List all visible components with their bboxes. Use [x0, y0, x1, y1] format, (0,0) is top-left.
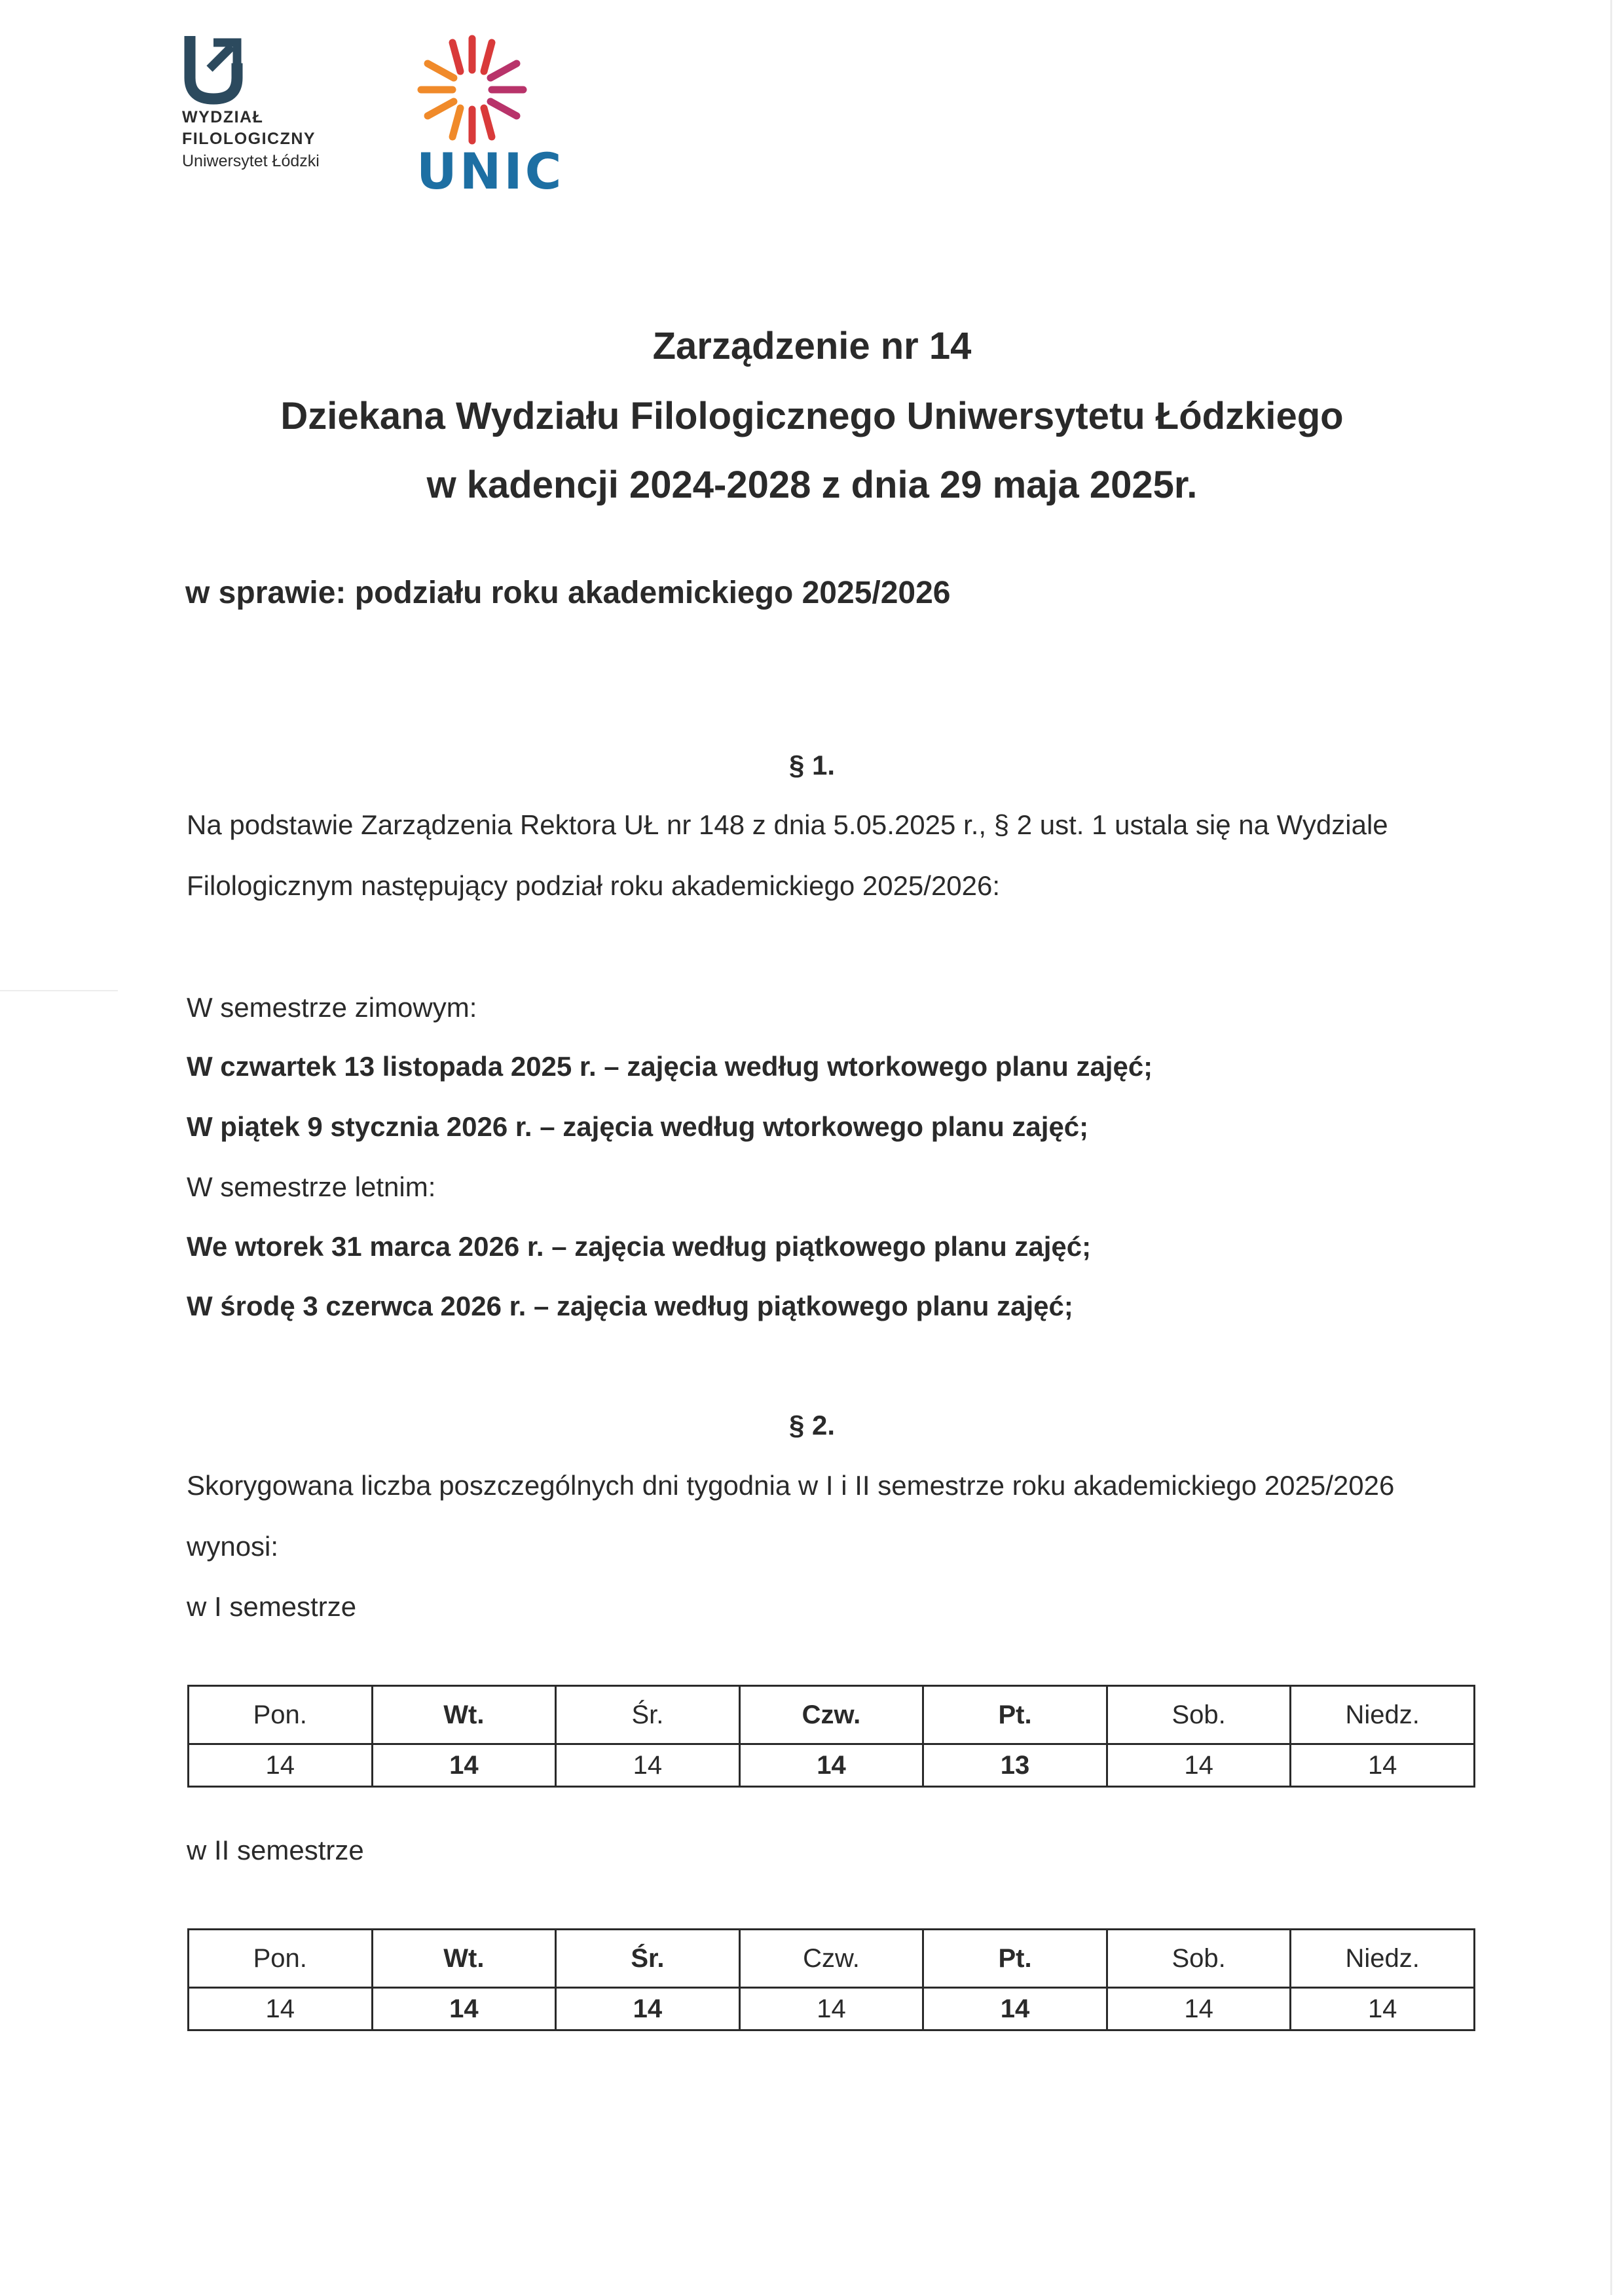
section2-intro-line1: Skorygowana liczba poszczególnych dni tygodnia w I i II semestrze roku akademickiego 2025/2026 [187, 1470, 1395, 1501]
winter-item-1: W czwartek 13 listopada 2025 r. – zajęcia według wtorkowego planu zajęć; [187, 1051, 1153, 1082]
table-cell: 14 [556, 1988, 740, 2030]
document-title-line2: Dziekana Wydziału Filologicznego Uniwersytetu Łódzkiego [280, 395, 1344, 437]
table-header-cell: Czw. [739, 1930, 923, 1988]
table-cell: 13 [923, 1744, 1107, 1787]
table-header-cell: Sob. [1107, 1930, 1291, 1988]
table-header-cell: Niedz. [1291, 1686, 1475, 1744]
table-header-cell: Wt. [372, 1930, 556, 1988]
summer-item-2: W środę 3 czerwca 2026 r. – zajęcia według piątkowego planu zajęć; [187, 1291, 1073, 1321]
faculty-logo-icon [182, 36, 248, 107]
faculty-logo-line2: FILOLOGICZNY [182, 130, 316, 148]
faculty-logo-line3: Uniwersytet Łódzki [182, 152, 320, 170]
table-header-cell: Sob. [1107, 1686, 1291, 1744]
table-header-cell: Pt. [923, 1686, 1107, 1744]
table-header-cell: Wt. [372, 1686, 556, 1744]
table-row [189, 1988, 1475, 2030]
section2-heading: § 2. [788, 1410, 836, 1441]
table-cell: 14 [189, 1988, 373, 2030]
table-cell: 14 [739, 1988, 923, 2030]
section2-intro-line2: wynosi: [187, 1531, 279, 1562]
table-cell: 14 [189, 1744, 373, 1787]
section1-intro-line1: Na podstawie Zarządzenia Rektora UŁ nr 148 z dnia 5.05.2025 r., § 2 ust. 1 ustala się na Wydziale [187, 809, 1388, 840]
table-header-cell: Pon. [189, 1686, 373, 1744]
table-header-row [189, 1930, 1475, 1988]
scan-mark [0, 990, 118, 991]
summer-item-1: We wtorek 31 marca 2026 r. – zajęcia według piątkowego planu zajęć; [187, 1231, 1092, 1262]
table-cell: 14 [556, 1744, 740, 1787]
document-title-line1: Zarządzenie nr 14 [652, 325, 972, 367]
semester1-label: w I semestrze [187, 1591, 357, 1622]
table-cell: 14 [1291, 1988, 1475, 2030]
faculty-logo-line1: WYDZIAŁ [182, 108, 264, 126]
table-cell: 14 [372, 1988, 556, 2030]
section1-heading: § 1. [788, 750, 836, 780]
faculty-logo [182, 36, 352, 172]
semester2-label: w II semestrze [187, 1835, 364, 1865]
table-row [189, 1744, 1475, 1787]
table-header-row [189, 1686, 1475, 1744]
table-cell: 14 [739, 1744, 923, 1787]
unic-logo [416, 34, 564, 200]
table-header-cell: Czw. [739, 1686, 923, 1744]
table-cell: 14 [372, 1744, 556, 1787]
winter-item-2: W piątek 9 stycznia 2026 r. – zajęcia według wtorkowego planu zajęć; [187, 1111, 1089, 1142]
semester1-days-table [187, 1685, 1475, 1788]
document-title-line3: w kadencji 2024-2028 z dnia 29 maja 2025r. [426, 464, 1198, 506]
table-header-cell: Śr. [556, 1686, 740, 1744]
table-header-cell: Pon. [189, 1930, 373, 1988]
document-subject: w sprawie: podziału roku akademickiego 2025/2026 [185, 576, 951, 610]
table-cell: 14 [1107, 1744, 1291, 1787]
table-header-cell: Pt. [923, 1930, 1107, 1988]
table-header-cell: Niedz. [1291, 1930, 1475, 1988]
winter-semester-label: W semestrze zimowym: [187, 992, 477, 1023]
unic-logo-text: UNIC [416, 142, 564, 200]
section1-intro-line2: Filologicznym następujący podział roku akademickiego 2025/2026: [187, 870, 1001, 901]
unic-burst-icon [416, 34, 528, 145]
table-header-cell: Śr. [556, 1930, 740, 1988]
summer-semester-label: W semestrze letnim: [187, 1171, 436, 1202]
table-cell: 14 [1291, 1744, 1475, 1787]
table-cell: 14 [923, 1988, 1107, 2030]
table-cell: 14 [1107, 1988, 1291, 2030]
semester2-days-table [187, 1928, 1475, 2031]
